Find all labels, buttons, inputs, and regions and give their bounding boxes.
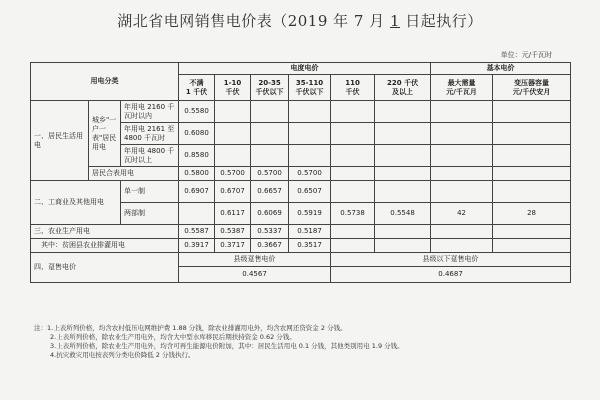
single-price-4: 0.6507 bbox=[289, 181, 331, 203]
combined-label: 居民合表用电 bbox=[89, 167, 179, 181]
agriculture-row bbox=[31, 225, 571, 239]
single-rate-label: 单一制 bbox=[121, 181, 179, 203]
electricity-price-table bbox=[30, 62, 571, 283]
residential-label: 一、居民生活用电 bbox=[31, 101, 89, 181]
county-wholesale-price: 0.4567 bbox=[179, 267, 331, 283]
single-price-3: 0.6657 bbox=[251, 181, 289, 203]
below-county-wholesale-label: 县级以下趸售电价 bbox=[331, 253, 571, 267]
unit-label: 单位：元/千瓦时 bbox=[500, 51, 552, 59]
single-price-1: 0.6907 bbox=[179, 181, 215, 203]
combined-price-2: 0.5700 bbox=[215, 167, 251, 181]
county-wholesale-label: 县级趸售电价 bbox=[179, 253, 331, 267]
agriculture-price-1: 0.5587 bbox=[179, 225, 215, 239]
agriculture-price-2: 0.5387 bbox=[215, 225, 251, 239]
header-energy-price: 电度电价 bbox=[179, 63, 431, 75]
residential-tier1-row bbox=[31, 101, 571, 123]
two-part-price-5: 0.5548 bbox=[375, 203, 431, 225]
poor-county-price-2: 0.3717 bbox=[215, 239, 251, 253]
tier2-price: 0.6080 bbox=[179, 123, 215, 145]
two-part-max-demand: 42 bbox=[431, 203, 493, 225]
header-category: 用电分类 bbox=[31, 63, 179, 101]
tier1-label: 年用电 2160 千瓦时以内 bbox=[121, 101, 179, 123]
industrial-single-row bbox=[31, 181, 571, 203]
poor-county-price-4: 0.3517 bbox=[289, 239, 331, 253]
note-4: 4.抗灾救灾用电按表列分类电价降低 2 分钱执行。 bbox=[50, 351, 195, 359]
two-part-capacity: 28 bbox=[493, 203, 571, 225]
header-basic-price: 基本电价 bbox=[431, 63, 571, 75]
wholesale-label: 四、趸售电价 bbox=[31, 253, 179, 283]
two-part-price-3: 0.5919 bbox=[289, 203, 331, 225]
single-price-2: 0.6707 bbox=[215, 181, 251, 203]
poor-county-price-1: 0.3917 bbox=[179, 239, 215, 253]
header-voltage-3: 20-35 千伏以下 bbox=[251, 75, 289, 101]
header-voltage-1: 不满 1 千伏 bbox=[179, 75, 215, 101]
two-part-price-1: 0.6117 bbox=[215, 203, 251, 225]
combined-price-3: 0.5700 bbox=[251, 167, 289, 181]
two-part-price-4: 0.5738 bbox=[331, 203, 375, 225]
title-day: 1 bbox=[389, 12, 401, 30]
agriculture-price-4: 0.5187 bbox=[289, 225, 331, 239]
agriculture-label: 三、农业生产用电 bbox=[31, 225, 179, 239]
poor-county-price-3: 0.3667 bbox=[251, 239, 289, 253]
tier2-label: 年用电 2161 至 4800 千瓦时 bbox=[121, 123, 179, 145]
two-part-label: 两部制 bbox=[121, 203, 179, 225]
header-voltage-6: 220 千伏 及以上 bbox=[375, 75, 431, 101]
combined-price-4: 0.5700 bbox=[289, 167, 331, 181]
residential-combined-row bbox=[31, 167, 571, 181]
tier1-price: 0.5580 bbox=[179, 101, 215, 123]
header-voltage-2: 1-10 千伏 bbox=[215, 75, 251, 101]
tier3-label: 年用电 4800 千瓦时以上 bbox=[121, 145, 179, 167]
industrial-label: 二、工商业及其他用电 bbox=[31, 181, 121, 225]
header-voltage-4: 35-110 千伏以下 bbox=[289, 75, 331, 101]
below-county-wholesale-price: 0.4687 bbox=[331, 267, 571, 283]
header-voltage-5: 110 千伏 bbox=[331, 75, 375, 101]
note-2: 2.上表所列价格，除农业生产用电外，均含大中型水库移民后期扶持资金 0.62 分钱。 bbox=[50, 333, 296, 341]
header-max-demand: 最大需量 元/千瓦月 bbox=[431, 75, 493, 101]
tier3-price: 0.8580 bbox=[179, 145, 215, 167]
wholesale-label-row bbox=[31, 253, 571, 267]
notes bbox=[34, 324, 574, 360]
title-part-1: 湖北省电网销售电价表（2019 年 7 月 bbox=[117, 12, 390, 30]
header-row-1 bbox=[31, 63, 571, 75]
title-part-2: 日起执行） bbox=[400, 12, 483, 30]
poor-county-label: 其中：贫困县农业排灌用电 bbox=[31, 239, 179, 253]
header-transformer-capacity: 变压器容量 元/千伏安月 bbox=[493, 75, 571, 101]
combined-price-1: 0.5800 bbox=[179, 167, 215, 181]
agriculture-poor-county-row bbox=[31, 239, 571, 253]
page-title bbox=[0, 10, 600, 31]
note-1: 注：1.上表所列价格，均含农村低压电网维护费 1.88 分钱，除农业排灌用电外，均含农网还贷资金 2 分钱。 bbox=[34, 324, 347, 332]
residential-sub-label: 城乡"一户一表"居民用电 bbox=[89, 101, 121, 167]
note-3: 3.上表所列价格，除农业生产用电外，均含可再生能源电价附加，其中：居民生活用电 0.1 分钱，其他类别用电 1.9 分钱。 bbox=[50, 342, 404, 350]
agriculture-price-3: 0.5337 bbox=[251, 225, 289, 239]
two-part-price-2: 0.6069 bbox=[251, 203, 289, 225]
